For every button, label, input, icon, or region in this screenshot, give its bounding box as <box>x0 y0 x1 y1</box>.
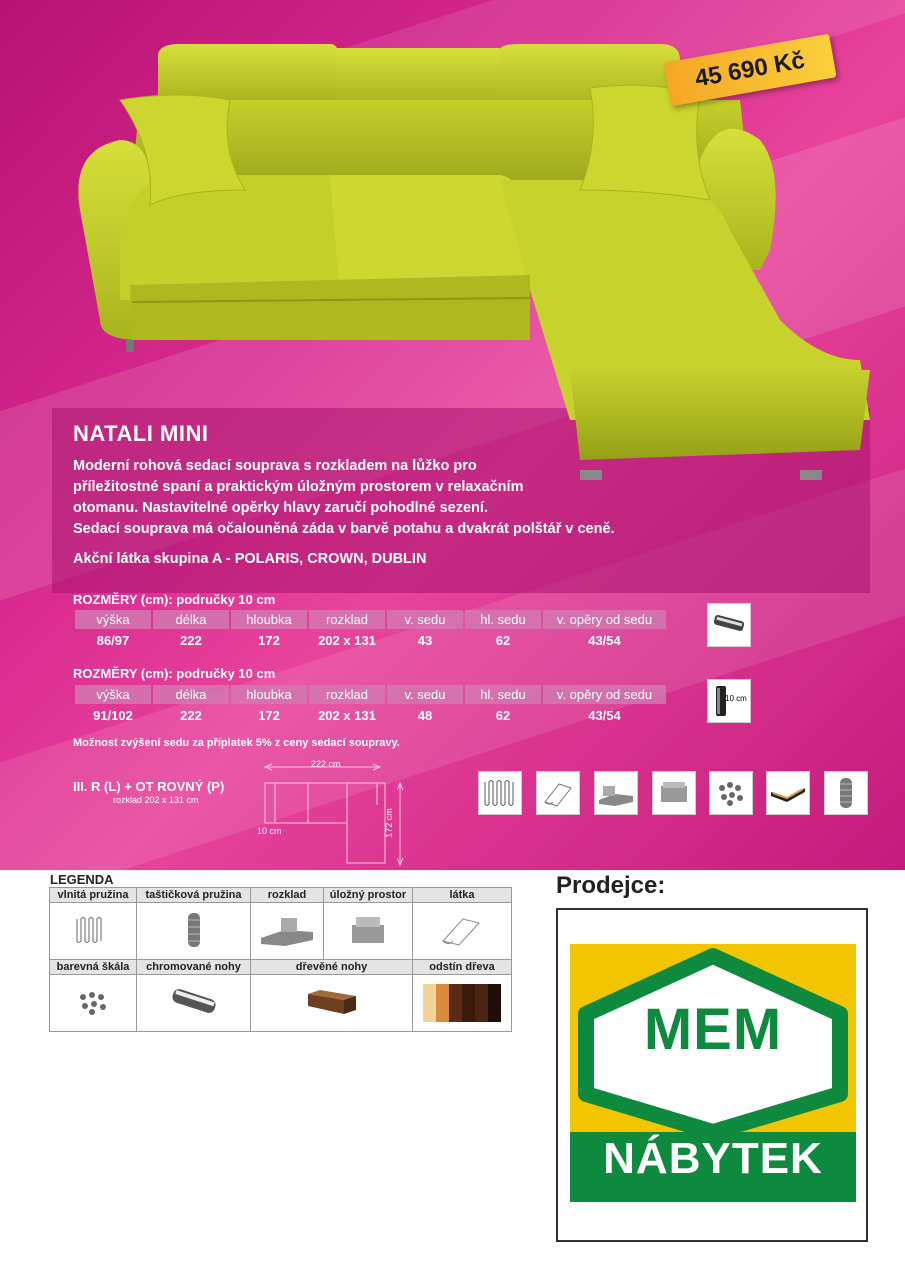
col-header: výška <box>75 685 151 704</box>
table-cell: 172 <box>258 632 280 648</box>
col-header: v. opěry od sedu <box>543 610 666 629</box>
legend-pocket-spring-icon <box>137 903 251 960</box>
dimensions-table <box>73 685 668 726</box>
table-cell: 172 <box>258 707 280 723</box>
product-description <box>73 456 673 540</box>
col-header: v. opěry od sedu <box>543 685 666 704</box>
legend-header: barevná škála <box>50 960 137 975</box>
bed-function-icon <box>594 771 638 815</box>
seller-box <box>556 908 868 1242</box>
dimensions-heading: ROZMĚRY (cm): područky 10 cm <box>73 666 276 681</box>
seat-height-note: Možnost zvýšení sedu za příplatek 5% z ceny sedací soupravy. <box>73 737 400 749</box>
storage-icon <box>652 771 696 815</box>
table-cell: 86/97 <box>96 632 130 648</box>
table-cell: 91/102 <box>93 707 133 723</box>
col-header: rozklad <box>309 685 385 704</box>
wood-shade-swatch <box>449 984 462 1022</box>
col-header: v. sedu <box>387 685 463 704</box>
table-cell: 62 <box>495 632 511 648</box>
wood-shade-swatch <box>436 984 449 1022</box>
legend-header: vlnitá pružina <box>50 888 137 903</box>
col-header: v. sedu <box>387 610 463 629</box>
table-cell: 202 x 131 <box>318 707 376 723</box>
table-cell: 222 <box>180 632 202 648</box>
legend-chrome-leg-icon <box>137 975 251 1032</box>
dimensions-table <box>73 610 668 651</box>
logo-nabytek-text: NÁBYTEK <box>603 1134 823 1183</box>
table-cell: 202 x 131 <box>318 632 376 648</box>
wood-shade-swatch <box>475 984 488 1022</box>
legend-bed-function-icon <box>251 903 324 960</box>
wood-shade-swatch <box>488 984 501 1022</box>
col-header: délka <box>153 685 229 704</box>
wavy-spring-icon <box>478 771 522 815</box>
floor-plan <box>250 755 420 870</box>
table-cell: 43 <box>417 632 433 648</box>
col-header: hl. sedu <box>465 610 541 629</box>
description-line: otomanu. Nastavitelné opěrky hlavy zaručí pohodlné sezení. <box>73 500 488 516</box>
col-header: rozklad <box>309 610 385 629</box>
legend-wood-leg-icon <box>251 975 413 1032</box>
depth-dimension: 172 cm <box>383 808 394 838</box>
dimensions-heading: ROZMĚRY (cm): područky 10 cm <box>73 592 276 607</box>
legend-header: látka <box>413 888 512 903</box>
leg-height-label: 10 cm <box>725 694 747 703</box>
table-cell: 48 <box>417 707 433 723</box>
description-line: Moderní rohová sedací souprava s rozkladem na lůžko pro <box>73 458 477 474</box>
table-cell: 43/54 <box>588 707 621 723</box>
table-cell: 43/54 <box>588 632 621 648</box>
configuration-label: III. R (L) + OT ROVNÝ (P) <box>73 779 225 794</box>
description-line: příležitostné spaní a praktickým úložným prostorem v relaxačním <box>73 479 524 495</box>
width-dimension: 222 cm <box>311 759 341 769</box>
seller-label: Prodejce: <box>556 872 666 899</box>
legend-fabric-icon <box>413 903 512 960</box>
legend-color-scale-icon <box>50 975 137 1032</box>
color-scale-icon <box>709 771 753 815</box>
legend-storage-icon <box>324 903 413 960</box>
legend-wavy-spring-icon <box>50 903 137 960</box>
legend-table <box>49 887 512 1032</box>
legend-title: LEGENDA <box>50 872 114 887</box>
wood-shade-swatch <box>423 984 436 1022</box>
legend-header: úložný prostor <box>324 888 413 903</box>
legend-header: dřevěné nohy <box>251 960 413 975</box>
configuration-sub: rozklad 202 x 131 cm <box>113 795 199 805</box>
fabric-note: Akční látka skupina A - POLARIS, CROWN, DUBLIN <box>73 551 427 567</box>
price-tag: 45 690 Kč <box>663 34 836 107</box>
col-header: délka <box>153 610 229 629</box>
product-title: NATALI MINI <box>73 421 209 446</box>
wood-leg-icon <box>766 771 810 815</box>
col-header: hloubka <box>231 610 307 629</box>
fabric-icon <box>536 771 580 815</box>
table-cell: 222 <box>180 707 202 723</box>
legend-header: odstín dřeva <box>413 960 512 975</box>
mem-nabytek-logo <box>570 944 856 1202</box>
col-header: výška <box>75 610 151 629</box>
legend-header: rozklad <box>251 888 324 903</box>
chrome-leg-icon <box>707 603 751 647</box>
legend-wood-shades <box>413 975 512 1032</box>
wood-shade-swatch <box>462 984 475 1022</box>
arm-dimension: 10 cm <box>257 826 282 836</box>
description-line: Sedací souprava má očalouněná záda v barvě potahu a dvakrát polštář v ceně. <box>73 521 615 537</box>
pocket-spring-icon <box>824 771 868 815</box>
logo-mem-text: MEM <box>643 997 783 1062</box>
col-header: hloubka <box>231 685 307 704</box>
col-header: hl. sedu <box>465 685 541 704</box>
legend-header: chromované nohy <box>137 960 251 975</box>
table-cell: 62 <box>495 707 511 723</box>
leg-height-icon <box>707 679 751 723</box>
legend-header: taštičková pružina <box>137 888 251 903</box>
